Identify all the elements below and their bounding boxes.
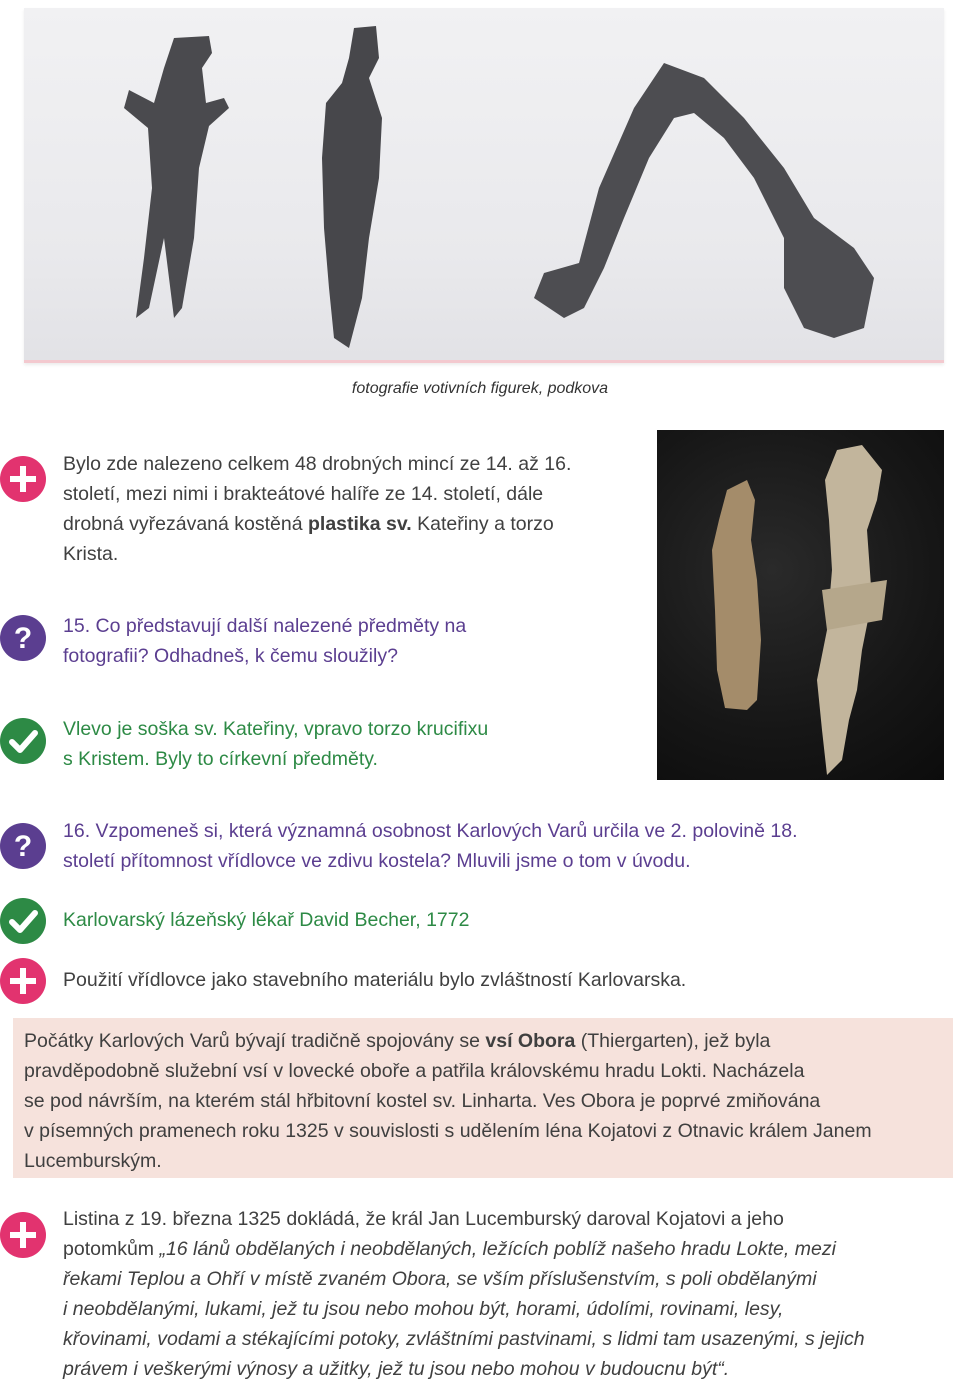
text-fragment: drobná vyřezávaná kostěná	[63, 513, 308, 535]
quote-line: křovinami, vodami a stékajícími potoky, zvláštními pastvinami, s lidmi tam usazenými, s jejich	[63, 1328, 865, 1350]
photo-votive-figures	[24, 8, 944, 363]
plus-icon	[0, 456, 46, 502]
quote-line: i neobdělanými, lukami, jež tu jsou nebo mohou být, horami, údolími, rovinami, lesy,	[63, 1298, 784, 1320]
quote-fragment: „16 lánů obdělaných i neobdělaných, ležících poblíž našeho hradu Lokte, mezi	[159, 1238, 836, 1260]
votive-figures-illustration	[24, 8, 944, 360]
obora-info-box	[13, 1018, 953, 1178]
text-line: pravděpodobně služební vsí v lovecké oboře a patřila královskému hradu Lokti. Nacházela	[24, 1060, 805, 1082]
charter-paragraph	[63, 1204, 948, 1384]
text-line: století přítomnost vřídlovce ve zdivu kostela? Mluvili jsme o tom v úvodu.	[63, 850, 691, 872]
plus-icon	[0, 1212, 46, 1258]
text-line	[63, 1234, 948, 1264]
text-line: Listina z 19. března 1325 dokládá, že král Jan Lucemburský daroval Kojatovi a jeho	[63, 1208, 784, 1230]
svg-text:?: ?	[13, 830, 33, 863]
text-bold: plastika sv.	[308, 513, 412, 535]
question-16	[63, 816, 943, 876]
text-fragment: potomkům	[63, 1238, 160, 1260]
note-travertine: Použití vřídlovce jako stavebního materiálu bylo zvláštností Karlovarska.	[63, 969, 687, 991]
photo-bone-carvings	[657, 430, 944, 780]
text-line	[24, 1026, 949, 1056]
text-fragment: Počátky Karlových Varů bývají tradičně spojovány se	[24, 1030, 486, 1052]
bone-carvings-illustration	[657, 430, 944, 780]
answer-15	[63, 714, 643, 774]
check-icon	[0, 718, 46, 764]
text-line: se pod návrším, na kterém stál hřbitovní kostel sv. Linharta. Ves Obora je poprvé zmiňována	[24, 1090, 821, 1112]
quote-line: právem i veškerými výnosy a užitky, jež tu jsou nebo mohou v budoucnu být“.	[63, 1358, 730, 1380]
text-line: 16. Vzpomeneš si, která významná osobnost Karlových Varů určila ve 2. polovině 18.	[63, 820, 798, 842]
text-line: s Kristem. Byly to církevní předměty.	[63, 748, 378, 770]
question-15	[63, 611, 643, 671]
text-bold: vsí Obora	[485, 1030, 576, 1052]
text-line: Bylo zde nalezeno celkem 48 drobných mincí ze 14. až 16.	[63, 453, 572, 475]
text-line: Krista.	[63, 543, 119, 565]
text-line: fotografii? Odhadneš, k čemu sloužily?	[63, 645, 398, 667]
photo-caption: fotografie votivních figurek, podkova	[351, 380, 609, 397]
coins-paragraph	[63, 449, 643, 569]
question-icon	[0, 615, 46, 661]
text-line: Vlevo je soška sv. Kateřiny, vpravo torzo krucifixu	[63, 718, 489, 740]
text-fragment: (Thiergarten), jež byla	[575, 1030, 771, 1052]
text-fragment: Kateřiny a torzo	[411, 513, 554, 535]
text-line: v písemných pramenech roku 1325 v souvislosti s udělením léna Kojatovi z Otnavic králem Janem	[24, 1120, 872, 1142]
obora-paragraph	[24, 1026, 949, 1176]
text-line: století, mezi nimi i brakteátové halíře ze 14. století, dále	[63, 483, 544, 505]
plus-icon	[0, 958, 46, 1004]
question-icon	[0, 823, 46, 869]
svg-text:?: ?	[13, 622, 33, 655]
text-line: 15. Co představují další nalezené předměty na	[63, 615, 467, 637]
text-line: Lucemburským.	[24, 1150, 162, 1172]
text-line	[63, 509, 643, 539]
check-icon	[0, 898, 46, 944]
quote-line: řekami Teplou a Ohří v místě zvaném Obora, se vším příslušenstvím, s poli obdělanými	[63, 1268, 817, 1290]
answer-16: Karlovarský lázeňský lékař David Becher, 1772	[63, 909, 470, 931]
